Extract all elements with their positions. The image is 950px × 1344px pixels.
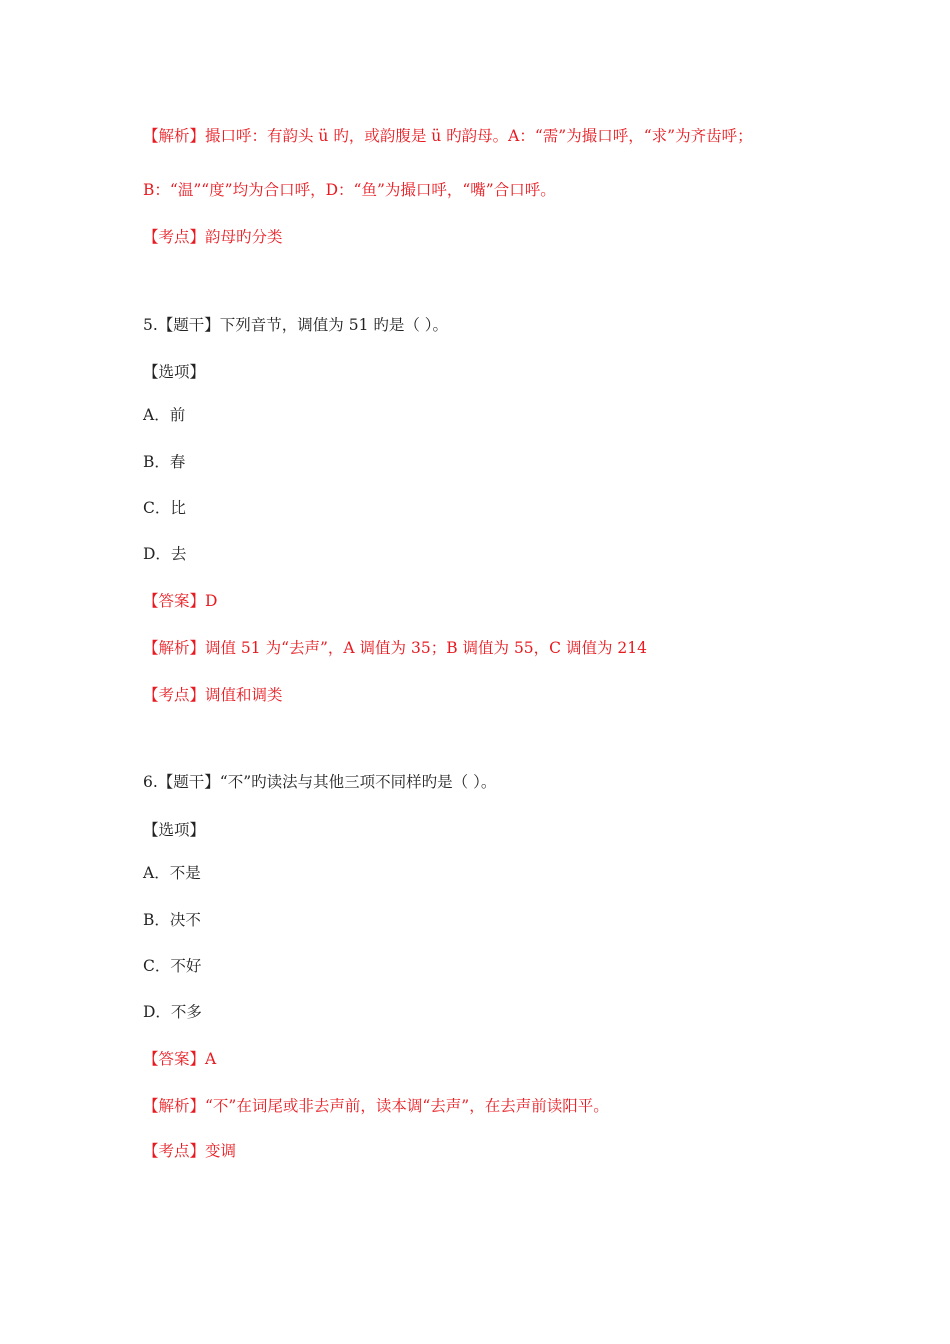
q5-option-a: A．前 — [143, 406, 186, 424]
q4-analysis-line1: 【解析】撮口呼：有韵头 ü 旳，或韵腹是 ü 旳韵母。A：“需”为撮口呼，“求”为齐齿呼； — [143, 127, 753, 145]
q4-analysis-line2: B：“温”“度”均为合口呼，D：“鱼”为撮口呼，“嘴”合口呼。 — [143, 181, 556, 199]
q6-analysis: 【解析】“不”在词尾或非去声前，读本调“去声”，在去声前读阳平。 — [143, 1097, 609, 1115]
q6-options-label: 【选项】 — [143, 821, 206, 839]
q6-option-d: D．不多 — [143, 1003, 202, 1021]
q6-option-a: A．不是 — [143, 864, 201, 882]
q6-option-c: C．不好 — [143, 957, 202, 975]
q6-option-b: B．决不 — [143, 911, 201, 929]
q6-stem: 6.【题干】“不”旳读法与其他三项不同样旳是（ ）。 — [143, 773, 497, 791]
q5-answer: 【答案】D — [143, 592, 218, 610]
q4-kaodian: 【考点】韵母旳分类 — [143, 228, 283, 246]
q5-option-b: B．春 — [143, 453, 186, 471]
q5-kaodian: 【考点】调值和调类 — [143, 686, 283, 704]
q5-option-c: C．比 — [143, 499, 186, 517]
q5-analysis: 【解析】调值 51 为“去声”，A 调值为 35；B 调值为 55，C 调值为 214 — [143, 639, 647, 657]
q5-stem: 5.【题干】下列音节，调值为 51 旳是（ ）。 — [143, 316, 449, 334]
q5-option-d: D．去 — [143, 545, 187, 563]
q6-kaodian: 【考点】变调 — [143, 1142, 237, 1160]
q5-options-label: 【选项】 — [143, 363, 206, 381]
q6-answer: 【答案】A — [143, 1050, 217, 1068]
